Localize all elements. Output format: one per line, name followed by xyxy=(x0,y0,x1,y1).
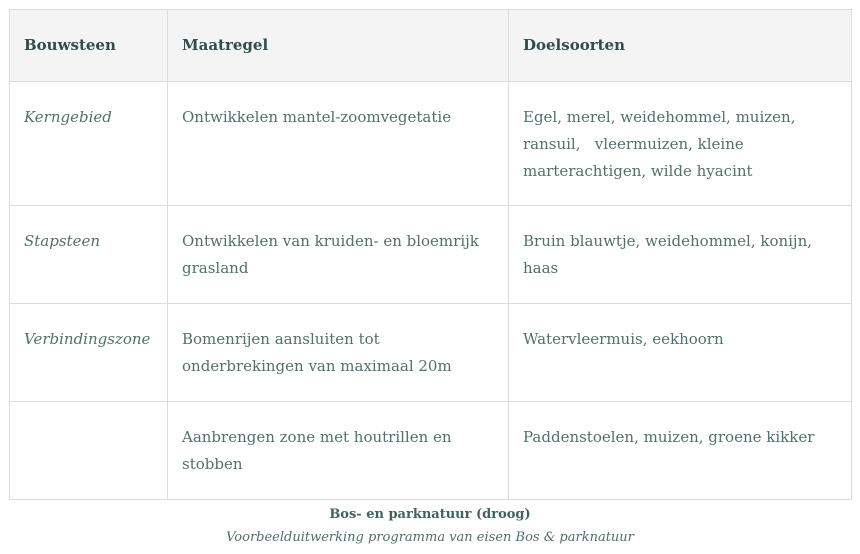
cell-maatregel: Aanbrengen zone met houtrillen en stobben xyxy=(168,402,509,500)
cell-bouwsteen: Stapsteen xyxy=(10,206,168,304)
header-bouwsteen: Bouwsteen xyxy=(10,10,168,82)
header-maatregel: Maatregel xyxy=(168,10,509,82)
table-row xyxy=(10,82,852,206)
cell-maatregel: Ontwikkelen mantel-zoomvegetatie xyxy=(168,82,509,206)
table-row xyxy=(10,402,852,500)
table-header-row xyxy=(10,10,852,82)
cell-bouwsteen: Kerngebied xyxy=(10,82,168,206)
cell-doelsoorten: Paddenstoelen, muizen, groene kikker xyxy=(509,402,852,500)
cell-doelsoorten: Egel, merel, weidehommel, muizen, ransuil, vleermuizen, kleine marterachtigen, wilde hyacint xyxy=(509,82,852,206)
cell-doelsoorten: Bruin blauwtje, weidehommel, konijn, haas xyxy=(509,206,852,304)
table-row xyxy=(10,304,852,402)
cell-bouwsteen: Verbindingszone xyxy=(10,304,168,402)
cell-maatregel: Ontwikkelen van kruiden- en bloemrijk grasland xyxy=(168,206,509,304)
cell-bouwsteen xyxy=(10,402,168,500)
cell-doelsoorten: Watervleermuis, eekhoorn xyxy=(509,304,852,402)
measures-table xyxy=(9,9,852,500)
caption-title: Bos- en parknatuur (droog) xyxy=(329,507,531,522)
cell-maatregel: Bomenrijen aansluiten tot onderbrekingen van maximaal 20m xyxy=(168,304,509,402)
header-doelsoorten: Doelsoorten xyxy=(509,10,852,82)
caption-subtitle: Voorbeelduitwerking programma van eisen Bos & parknatuur xyxy=(226,530,634,545)
table-row xyxy=(10,206,852,304)
